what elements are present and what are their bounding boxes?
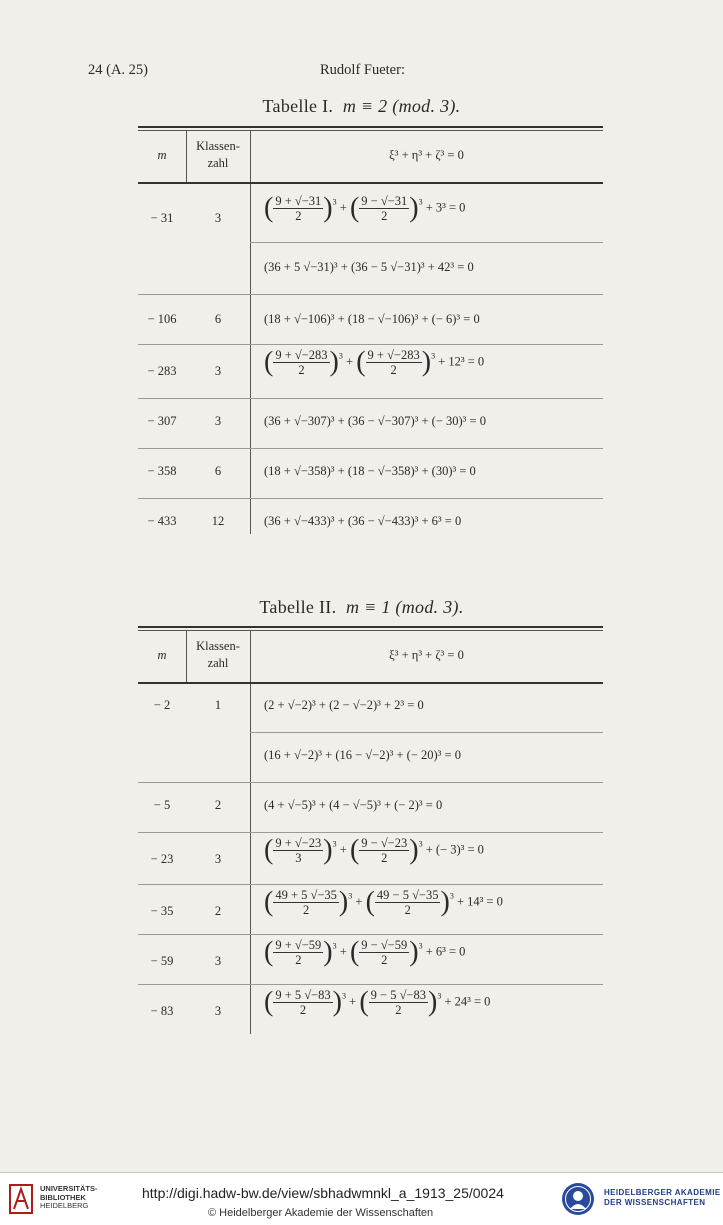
- row-equation: (36 + 5 √−31)³ + (36 − 5 √−31)³ + 42³ = 0: [264, 260, 474, 274]
- row-m: − 83: [150, 1004, 174, 1018]
- row-class-number: 3: [214, 1004, 222, 1018]
- table1-header-klassen: Klassen-: [196, 139, 240, 153]
- table1-caption-prefix: Tabelle I.: [262, 96, 334, 116]
- permalink-url[interactable]: http://digi.hadw-bw.de/view/sbhadwmnkl_a_1913_25/0024: [142, 1185, 504, 1201]
- table1-header-zahl: zahl: [207, 156, 229, 170]
- row-m: − 358: [147, 464, 177, 478]
- table1-header-m: m: [157, 148, 167, 162]
- table1-caption-condition: m ≡ 2 (mod. 3).: [342, 96, 461, 116]
- table2-header-klassen: Klassen-: [196, 639, 240, 653]
- row-equation: ( $\frac{9 + √-283}{2}$ )$^3$ + ( $\frac{9 + √-283}{2}$ )$^3$ + 12³ = 0: [264, 346, 485, 378]
- table2-caption-prefix: Tabelle II.: [259, 597, 337, 617]
- row-class-number: 2: [214, 904, 222, 918]
- row-equation: (18 + √−358)³ + (18 − √−358)³ + (30)³ = 0: [264, 464, 476, 478]
- row-equation: (36 + √−307)³ + (36 − √−307)³ + (− 30)³ = 0: [264, 414, 486, 428]
- author-name: Rudolf Fueter:: [320, 62, 405, 78]
- row-equation: ( $\frac{9 + √-31}{2}$ )$^3$ + ( $\frac{9 - √-31}{2}$ )$^3$ + 3³ = 0: [264, 192, 466, 224]
- row-class-number: 3: [214, 364, 222, 378]
- row-class-number: 6: [214, 312, 222, 326]
- row-m: − 433: [147, 514, 177, 528]
- row-m: − 31: [150, 211, 174, 225]
- table2: [138, 626, 603, 1034]
- table2-header-m: m: [157, 648, 167, 662]
- row-equation: ( $\frac{9 + √-23}{3}$ )$^3$ + ( $\frac{9 - √-23}{2}$ )$^3$ + (− 3)³ = 0: [264, 834, 484, 866]
- row-m: − 2: [153, 698, 171, 712]
- row-m: − 283: [147, 364, 177, 378]
- university-library-name: UNIVERSITÄTS- BIBLIOTHEK HEIDELBERG: [40, 1184, 98, 1210]
- row-equation: (4 + √−5)³ + (4 − √−5)³ + (− 2)³ = 0: [264, 798, 443, 812]
- row-class-number: 1: [214, 698, 222, 712]
- page-number: 24 (A. 25): [88, 62, 149, 78]
- row-equation: (36 + √−433)³ + (36 − √−433)³ + 6³ = 0: [264, 514, 462, 528]
- row-equation: (16 + √−2)³ + (16 − √−2)³ + (− 20)³ = 0: [264, 748, 461, 762]
- row-m: − 5: [153, 798, 171, 812]
- row-class-number: 6: [214, 464, 222, 478]
- row-m: − 106: [147, 312, 177, 326]
- row-m: − 307: [147, 414, 177, 428]
- row-equation: ( $\frac{9 + √-59}{2}$ )$^3$ + ( $\frac{9 - √-59}{2}$ )$^3$ + 6³ = 0: [264, 936, 466, 968]
- table2-header-zahl: zahl: [207, 656, 229, 670]
- row-equation: (2 + √−2)³ + (2 − √−2)³ + 2³ = 0: [264, 698, 424, 712]
- row-m: − 59: [150, 954, 174, 968]
- row-equation: (18 + √−106)³ + (18 − √−106)³ + (− 6)³ = 0: [264, 312, 480, 326]
- table2-header-equation: ξ³ + η³ + ζ³ = 0: [389, 648, 464, 662]
- row-m: − 23: [150, 852, 174, 866]
- table1-caption: [0, 96, 723, 117]
- row-m: − 35: [150, 904, 174, 918]
- row-class-number: 3: [214, 414, 222, 428]
- copyright-notice: © Heidelberger Akademie der Wissenschaften: [208, 1207, 434, 1219]
- row-equation: ( $\frac{49 + 5 √-35}{2}$ )$^3$ + ( $\frac{49 - 5 √-35}{2}$ )$^3$ + 14³ = 0: [264, 886, 503, 918]
- row-equation: ( $\frac{9 + 5 √-83}{2}$ )$^3$ + ( $\frac{9 - 5 √-83}{2}$ )$^3$ + 24³ = 0: [264, 986, 491, 1018]
- academy-seal-icon[interactable]: [560, 1181, 596, 1217]
- university-library-logo-icon[interactable]: [8, 1183, 34, 1215]
- row-class-number: 3: [214, 954, 222, 968]
- table1-header-equation: ξ³ + η³ + ζ³ = 0: [389, 148, 464, 162]
- table1: [138, 126, 603, 534]
- academy-name: HEIDELBERGER AKADEMIE DER WISSENSCHAFTEN: [604, 1188, 721, 1207]
- table2-caption-condition: m ≡ 1 (mod. 3).: [345, 597, 464, 617]
- viewer-footer: [0, 1172, 723, 1225]
- row-class-number: 2: [214, 798, 222, 812]
- row-class-number: 3: [214, 211, 222, 225]
- row-class-number: 3: [214, 852, 222, 866]
- table2-caption: [0, 597, 723, 618]
- row-class-number: 12: [211, 514, 225, 528]
